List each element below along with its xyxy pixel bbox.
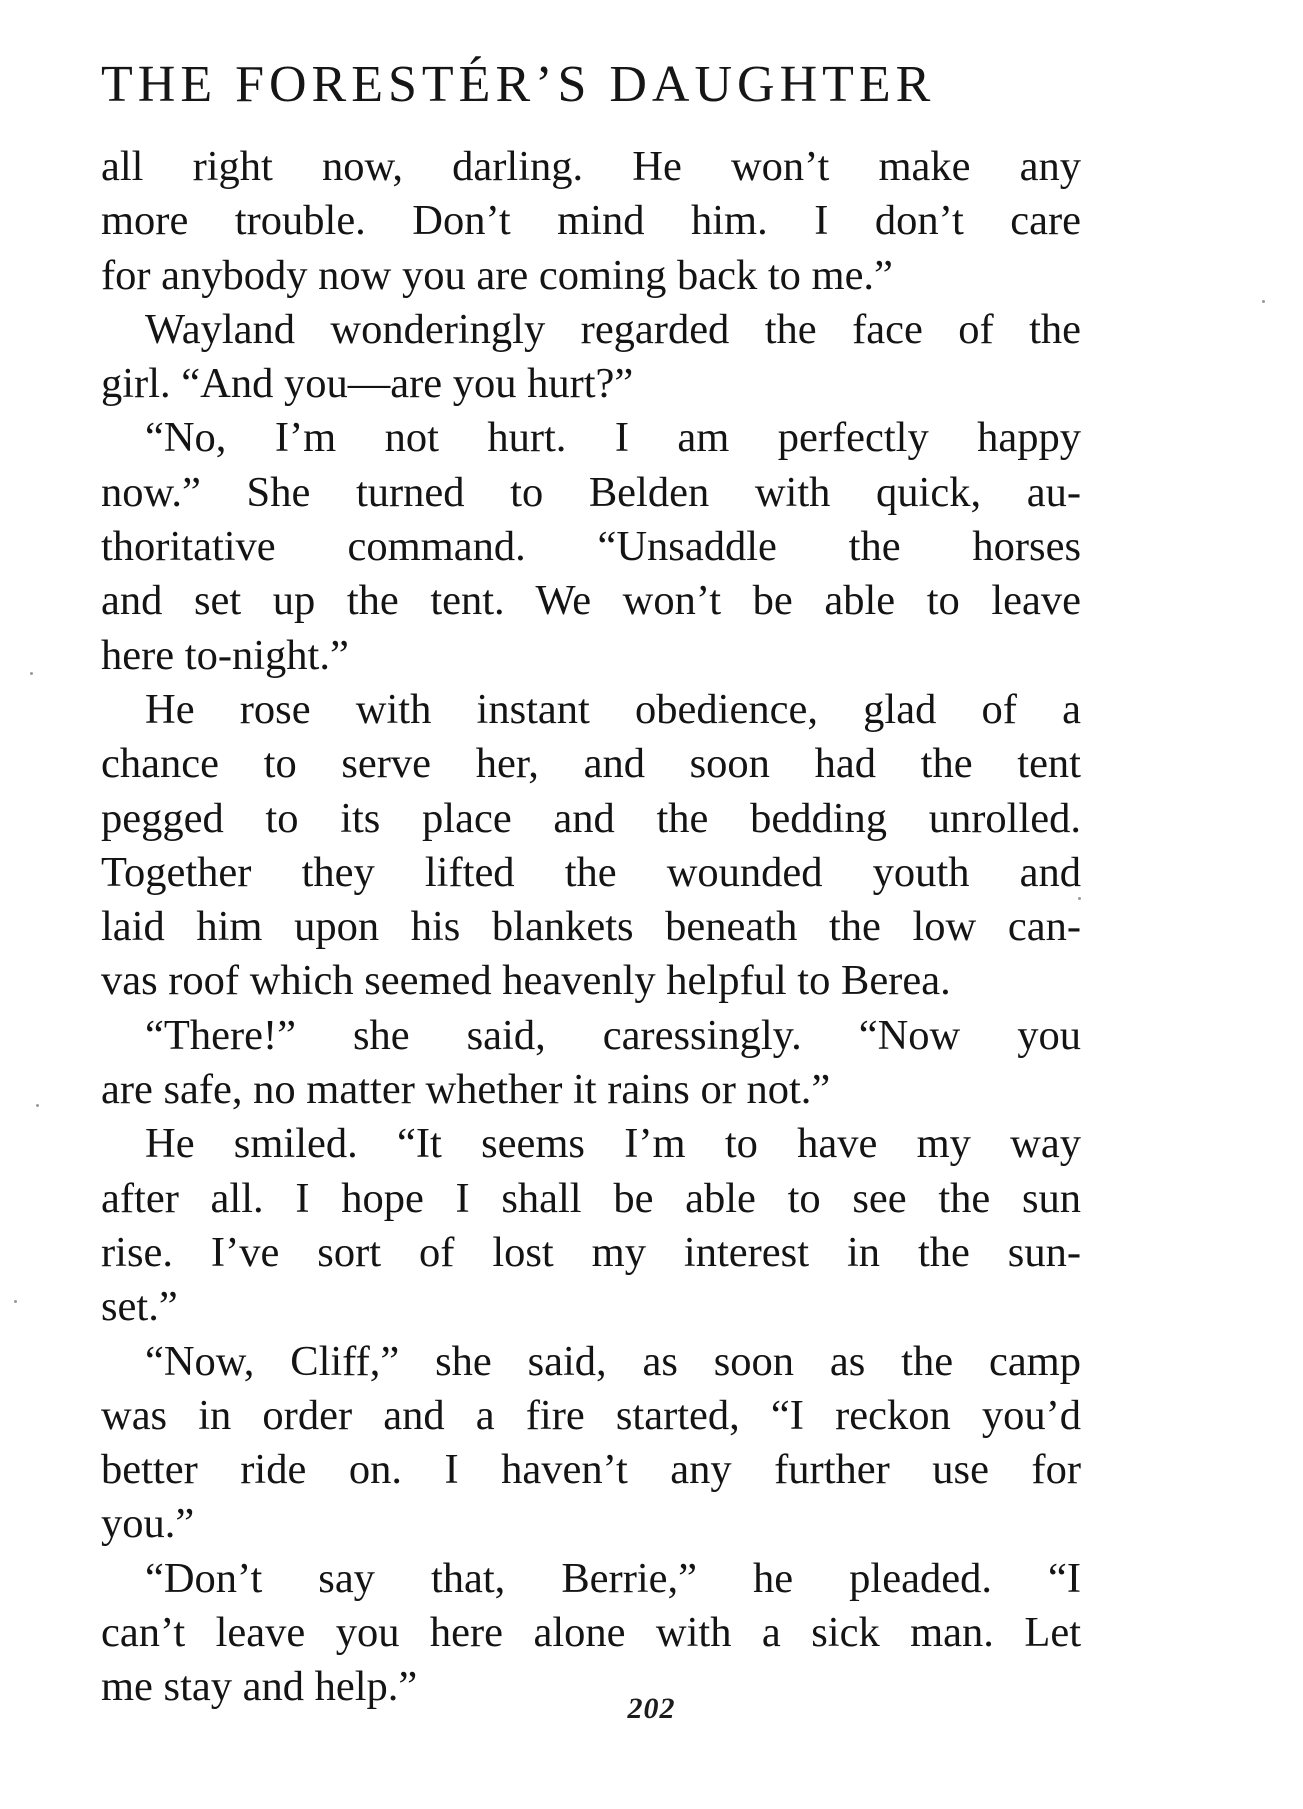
text-line: more trouble. Don’t mind him. I don’t care xyxy=(101,197,1081,245)
text-line: He rose with instant obedience, glad of a xyxy=(145,685,1081,733)
text-line: here to-night.” xyxy=(101,631,349,679)
text-line: pegged to its place and the bedding unrolled. xyxy=(101,794,1081,842)
text-line: all right now, darling. He won’t make any xyxy=(101,143,1081,190)
text-line: me stay and help.” xyxy=(101,1663,418,1711)
text-line: “No, I’m not hurt. I am perfectly happy xyxy=(145,414,1081,462)
text-line: “Don’t say that, Berrie,” he pleaded. “I xyxy=(145,1554,1081,1602)
text-line: you.” xyxy=(101,1500,195,1548)
text-line: now.” She turned to Belden with quick, au- xyxy=(101,468,1081,516)
text-line: “Now, Cliff,” she said, as soon as the camp xyxy=(145,1337,1081,1385)
body-text xyxy=(101,140,1081,1715)
text-line: Together they lifted the wounded youth and xyxy=(101,848,1081,896)
running-head: THE FORESTÉR’S DAUGHTER xyxy=(101,56,936,113)
text-line: can’t leave you here alone with a sick man. Let xyxy=(101,1609,1081,1657)
scan-speck xyxy=(1078,897,1081,900)
text-line: and set up the tent. We won’t be able to leave xyxy=(101,577,1081,625)
scan-speck xyxy=(14,1300,17,1303)
page-number: 202 xyxy=(627,1692,676,1725)
text-line: thoritative command. “Unsaddle the horses xyxy=(101,523,1081,571)
text-line: He smiled. “It seems I’m to have my way xyxy=(145,1120,1081,1168)
scan-speck xyxy=(36,1104,39,1107)
text-line: laid him upon his blankets beneath the low can- xyxy=(101,903,1081,951)
text-line: Wayland wonderingly regarded the face of the xyxy=(145,305,1081,353)
text-line: rise. I’ve sort of lost my interest in the sun- xyxy=(101,1228,1081,1276)
text-line: “There!” she said, caressingly. “Now you xyxy=(145,1011,1081,1059)
text-line: vas roof which seemed heavenly helpful to Berea. xyxy=(101,957,951,1005)
text-line: girl. “And you—are you hurt?” xyxy=(101,360,634,408)
text-line: after all. I hope I shall be able to see the sun xyxy=(101,1174,1081,1222)
text-line: are safe, no matter whether it rains or not.” xyxy=(101,1066,831,1114)
text-line: was in order and a fire started, “I reckon you’d xyxy=(101,1391,1081,1439)
scan-speck xyxy=(1262,300,1265,303)
text-line: for anybody now you are coming back to me.” xyxy=(101,251,893,299)
text-line: better ride on. I haven’t any further use for xyxy=(101,1446,1081,1494)
text-line: set.” xyxy=(101,1283,178,1331)
scan-speck xyxy=(30,672,33,675)
text-line: chance to serve her, and soon had the tent xyxy=(101,740,1081,788)
